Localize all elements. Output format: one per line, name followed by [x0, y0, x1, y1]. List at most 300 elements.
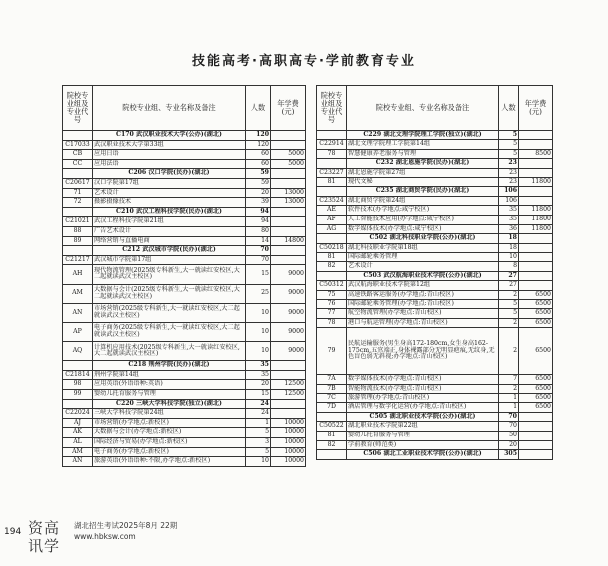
- cell-count: 70: [499, 422, 519, 431]
- table-row: [63, 255, 306, 265]
- cell-count: 10: [246, 303, 271, 322]
- cell-code: 98: [63, 380, 93, 390]
- cell-name: 现代物流管理(2025级专科新生,大一就读红安校区,大二起就读武汉主校区): [93, 265, 246, 284]
- cell-fee: [519, 131, 553, 140]
- cell-name: C503 武汉航海职业技术学院(公办)(湖北): [347, 271, 499, 280]
- cell-fee: 9000: [271, 303, 306, 322]
- cell-code: 7B: [317, 384, 347, 393]
- cell-count: 27: [499, 281, 519, 290]
- cell-fee: [519, 412, 553, 421]
- cell-code: 82: [317, 440, 347, 449]
- cell-code: 75: [317, 290, 347, 299]
- cell-code: C23524: [317, 196, 347, 205]
- cell-count: 10: [499, 253, 519, 262]
- group-row: [317, 234, 553, 243]
- cell-fee: [271, 361, 306, 371]
- cell-count: 80: [246, 226, 271, 236]
- svg-text:讯学: 讯学: [28, 537, 61, 554]
- table-row: [63, 438, 306, 448]
- cell-name: 湖北科技职业学院第18组: [347, 243, 499, 252]
- cell-count: 70: [246, 255, 271, 265]
- group-row: [317, 412, 553, 421]
- cell-fee: 6500: [519, 328, 553, 375]
- cell-fee: [519, 262, 553, 271]
- cell-fee: 6500: [519, 384, 553, 393]
- header-count: 人数: [246, 86, 271, 131]
- cell-name: 数字媒体技术(办学地点:青山校区): [347, 375, 499, 384]
- cell-fee: [271, 140, 306, 150]
- cell-code: 81: [317, 431, 347, 440]
- cell-name: C212 武汉城市学院(民办)(湖北): [93, 246, 246, 256]
- header-code: 院校专业组及专业代号: [317, 86, 347, 131]
- table-row: [317, 403, 553, 412]
- table-row: [317, 168, 553, 177]
- cell-name: 计算机应用技术(2025级专科新生,大一就读红安校区,大二起就读武汉主校区): [93, 342, 246, 361]
- cell-code: AF: [317, 215, 347, 224]
- cell-count: 60: [246, 150, 271, 160]
- cell-fee: 9000: [271, 284, 306, 303]
- cell-name: 荆州学院第14组: [93, 370, 246, 380]
- header-fee: 年学费(元): [519, 86, 553, 131]
- cell-name: 智能物流技术(办学地点:青山校区): [347, 384, 499, 393]
- cell-name: 港口与航运管理(办学地点:青山校区): [347, 318, 499, 327]
- cell-code: [63, 207, 93, 217]
- cell-code: C22024: [63, 409, 93, 419]
- cell-name: 国际邮轮乘务管理(办学地点:青山校区): [347, 300, 499, 309]
- group-row: [63, 399, 306, 409]
- table-row: [317, 440, 553, 449]
- cell-count: 2: [499, 384, 519, 393]
- cell-code: CC: [63, 159, 93, 169]
- table-row: [317, 309, 553, 318]
- cell-code: [63, 169, 93, 179]
- cell-code: [63, 131, 93, 141]
- cell-count: 24: [246, 409, 271, 419]
- cell-name: C506 湖北工业职业技术学院(公办)(湖北): [347, 450, 499, 459]
- cell-fee: 8500: [519, 149, 553, 158]
- table-row: [63, 265, 306, 284]
- cell-code: 99: [63, 390, 93, 400]
- header-fee: 年学费(元): [271, 86, 306, 131]
- group-row: [63, 131, 306, 141]
- table-row: [63, 342, 306, 361]
- cell-count: 1: [499, 393, 519, 402]
- cell-fee: [519, 140, 553, 149]
- group-row: [317, 159, 553, 168]
- cell-code: [317, 234, 347, 243]
- cell-fee: 5000: [271, 150, 306, 160]
- cell-count: 305: [499, 450, 519, 459]
- cell-fee: 11800: [519, 206, 553, 215]
- cell-code: 82: [317, 262, 347, 271]
- cell-code: AE: [317, 206, 347, 215]
- cell-name: 大数据与会计(办学地点:新校区): [93, 428, 246, 438]
- cell-name: 婴幼儿托育服务与管理: [347, 431, 499, 440]
- cell-count: 120: [246, 140, 271, 150]
- cell-fee: [271, 169, 306, 179]
- table-row: [63, 457, 306, 467]
- admission-table-right: [316, 85, 553, 460]
- cell-name: C218 荆州学院(民办)(湖北): [93, 361, 246, 371]
- header-name: 院校专业组、专业名称及备注: [93, 86, 246, 131]
- cell-code: C21021: [63, 217, 93, 227]
- cell-name: 大数据与会计(2025级专科新生,大一就读红安校区,大二起就读武汉主校区): [93, 284, 246, 303]
- table-row: [317, 375, 553, 384]
- cell-fee: 10000: [271, 418, 306, 428]
- table-row: [63, 188, 306, 198]
- cell-code: 79: [317, 328, 347, 375]
- cell-fee: [271, 131, 306, 141]
- cell-name: 电子商务(2025级专科新生,大一就读红安校区,大二起就读武汉主校区): [93, 322, 246, 341]
- table-row: [317, 243, 553, 252]
- cell-code: 7A: [317, 375, 347, 384]
- cell-name: 人工智能技术应用(办学地点:咸宁校区): [347, 215, 499, 224]
- cell-code: [63, 361, 93, 371]
- table-row: [317, 140, 553, 149]
- cell-code: AG: [317, 224, 347, 233]
- cell-fee: [271, 255, 306, 265]
- cell-count: 18: [499, 243, 519, 252]
- table-row: [317, 177, 553, 186]
- cell-code: AM: [63, 447, 93, 457]
- table-row: [63, 322, 306, 341]
- cell-fee: 6500: [519, 403, 553, 412]
- cell-name: 酒店管理与数字化运营(办学地点:青山校区): [347, 403, 499, 412]
- page-title: 技能高考·高职高专·学前教育专业: [192, 54, 416, 69]
- cell-code: [317, 187, 347, 196]
- magazine-logo-icon: [28, 518, 68, 554]
- page-number: 194: [4, 527, 22, 537]
- cell-count: 2: [499, 290, 519, 299]
- cell-code: [63, 246, 93, 256]
- cell-code: 89: [63, 236, 93, 246]
- cell-count: 10: [246, 322, 271, 341]
- cell-count: 5: [499, 140, 519, 149]
- table-row: [317, 328, 553, 375]
- cell-count: 20: [246, 188, 271, 198]
- cell-code: C21814: [63, 370, 93, 380]
- cell-count: 1: [499, 403, 519, 412]
- cell-name: C505 湖北职业技术学院(公办)(湖北): [347, 412, 499, 421]
- cell-count: 59: [246, 178, 271, 188]
- cell-count: 35: [246, 370, 271, 380]
- cell-count: 106: [499, 196, 519, 205]
- cell-fee: 13000: [271, 198, 306, 208]
- cell-code: AN: [63, 303, 93, 322]
- cell-name: 艺术设计: [93, 188, 246, 198]
- table-row: [63, 428, 306, 438]
- table-row: [63, 418, 306, 428]
- cell-code: 88: [63, 226, 93, 236]
- group-row: [317, 271, 553, 280]
- cell-name: 智慧健康养老服务与管理: [347, 149, 499, 158]
- cell-name: 汉口学院第17组: [93, 178, 246, 188]
- cell-fee: [519, 168, 553, 177]
- cell-name: 艺术设计: [347, 262, 499, 271]
- table-row: [63, 370, 306, 380]
- cell-name: 市场营销(2025级专科新生,大一就读红安校区,大二起就读武汉主校区): [93, 303, 246, 322]
- cell-count: 3: [246, 438, 271, 448]
- cell-code: 76: [317, 300, 347, 309]
- table-row: [317, 318, 553, 327]
- header-name: 院校专业组、专业名称及备注: [347, 86, 499, 131]
- cell-fee: [271, 246, 306, 256]
- cell-name: C210 武汉工程科技学院(民办)(湖北): [93, 207, 246, 217]
- cell-name: 武汉航海职业技术学院第12组: [347, 281, 499, 290]
- cell-fee: 14800: [271, 236, 306, 246]
- cell-code: [317, 131, 347, 140]
- cell-name: 软件技术(办学地点:咸宁校区): [347, 206, 499, 215]
- cell-code: 72: [63, 198, 93, 208]
- admission-table-left: [62, 85, 306, 467]
- cell-count: 24: [246, 399, 271, 409]
- table-row: [317, 206, 553, 215]
- magazine-logo: [28, 518, 68, 556]
- cell-count: 70: [499, 412, 519, 421]
- cell-count: 35: [246, 361, 271, 371]
- table-row: [317, 393, 553, 402]
- cell-count: 23: [499, 177, 519, 186]
- cell-count: 25: [246, 284, 271, 303]
- cell-fee: [519, 422, 553, 431]
- cell-name: 旅游管理(办学地点:青山校区): [347, 393, 499, 402]
- cell-fee: 6500: [519, 290, 553, 299]
- cell-count: 70: [246, 246, 271, 256]
- cell-fee: 11800: [519, 177, 553, 186]
- issue-info: 湖北招生考试2025年8月 22期: [74, 521, 178, 530]
- cell-name: 湖北恩施学院第27组: [347, 168, 499, 177]
- cell-count: 18: [499, 234, 519, 243]
- cell-code: AN: [63, 457, 93, 467]
- cell-code: C22914: [317, 140, 347, 149]
- cell-count: 23: [499, 159, 519, 168]
- cell-fee: [519, 234, 553, 243]
- cell-count: 23: [499, 168, 519, 177]
- table-row: [317, 149, 553, 158]
- table-row: [63, 236, 306, 246]
- cell-name: 市场营销(办学地点:新校区): [93, 418, 246, 428]
- cell-count: 35: [499, 206, 519, 215]
- cell-fee: [271, 370, 306, 380]
- cell-code: [317, 159, 347, 168]
- cell-fee: 10000: [271, 428, 306, 438]
- cell-code: C21217: [63, 255, 93, 265]
- cell-code: [63, 399, 93, 409]
- cell-code: 78: [317, 149, 347, 158]
- cell-fee: [519, 450, 553, 459]
- table-row: [317, 300, 553, 309]
- cell-code: C50312: [317, 281, 347, 290]
- cell-name: 现代文秘: [347, 177, 499, 186]
- table-row: [63, 178, 306, 188]
- cell-code: AK: [63, 428, 93, 438]
- cell-code: 71: [63, 188, 93, 198]
- cell-name: 旅游英语(外语语种:不限,办学地点:新校区): [93, 457, 246, 467]
- cell-name: 航空物流管理(办学地点:青山校区): [347, 309, 499, 318]
- table-row: [63, 140, 306, 150]
- cell-code: 81: [317, 253, 347, 262]
- table-row: [63, 150, 306, 160]
- cell-code: CB: [63, 150, 93, 160]
- cell-name: C235 湖北商贸学院(民办)(湖北): [347, 187, 499, 196]
- cell-count: 106: [499, 187, 519, 196]
- table-row: [317, 253, 553, 262]
- cell-fee: [519, 196, 553, 205]
- table-row: [317, 196, 553, 205]
- cell-fee: [519, 187, 553, 196]
- table-row: [63, 217, 306, 227]
- table-row: [63, 226, 306, 236]
- cell-count: 94: [246, 217, 271, 227]
- table-row: [63, 303, 306, 322]
- cell-count: 1: [246, 418, 271, 428]
- cell-fee: [271, 409, 306, 419]
- cell-fee: [519, 243, 553, 252]
- cell-count: 5: [246, 428, 271, 438]
- cell-count: 20: [499, 440, 519, 449]
- cell-code: [317, 412, 347, 421]
- cell-fee: 13000: [271, 188, 306, 198]
- header-count: 人数: [499, 86, 519, 131]
- cell-count: 120: [246, 131, 271, 141]
- cell-fee: 6500: [519, 318, 553, 327]
- cell-code: 78: [317, 318, 347, 327]
- cell-code: AL: [63, 438, 93, 448]
- group-row: [63, 361, 306, 371]
- cell-count: 60: [246, 159, 271, 169]
- cell-count: 5: [499, 149, 519, 158]
- table-row: [63, 409, 306, 419]
- table-row: [63, 159, 306, 169]
- cell-count: 15: [246, 265, 271, 284]
- cell-fee: [271, 226, 306, 236]
- cell-count: 59: [246, 169, 271, 179]
- cell-fee: [519, 271, 553, 280]
- cell-name: 武汉职业技术大学第33组: [93, 140, 246, 150]
- group-row: [317, 187, 553, 196]
- cell-name: 武汉工程科技学院第21组: [93, 217, 246, 227]
- cell-fee: 11800: [519, 215, 553, 224]
- table-row: [317, 224, 553, 233]
- group-row: [317, 131, 553, 140]
- cell-name: 摄影摄像技术: [93, 198, 246, 208]
- cell-name: 三峡大学科技学院第24组: [93, 409, 246, 419]
- cell-code: C20617: [63, 178, 93, 188]
- cell-name: 广告艺术设计: [93, 226, 246, 236]
- cell-fee: [271, 399, 306, 409]
- table-row: [63, 284, 306, 303]
- cell-fee: [519, 431, 553, 440]
- cell-count: 15: [246, 390, 271, 400]
- cell-name: 应用日语: [93, 150, 246, 160]
- cell-code: C17033: [63, 140, 93, 150]
- group-row: [63, 169, 306, 179]
- cell-fee: 6500: [519, 309, 553, 318]
- cell-fee: 9000: [271, 322, 306, 341]
- cell-fee: 10000: [271, 438, 306, 448]
- table-row: [63, 390, 306, 400]
- cell-code: AQ: [63, 342, 93, 361]
- cell-code: AM: [63, 284, 93, 303]
- cell-fee: [271, 217, 306, 227]
- table-row: [317, 431, 553, 440]
- table-row: [317, 281, 553, 290]
- cell-count: 5: [499, 131, 519, 140]
- table-row: [63, 198, 306, 208]
- cell-code: AJ: [63, 418, 93, 428]
- cell-fee: 9000: [271, 265, 306, 284]
- cell-count: 8: [499, 262, 519, 271]
- cell-count: 5: [246, 447, 271, 457]
- cell-fee: 10000: [271, 457, 306, 467]
- cell-count: 27: [499, 271, 519, 280]
- cell-count: 50: [499, 431, 519, 440]
- cell-code: [317, 450, 347, 459]
- cell-name: 应用英语(外语语种:英语): [93, 380, 246, 390]
- cell-fee: [519, 159, 553, 168]
- cell-name: 数字媒体技术(办学地点:咸宁校区): [347, 224, 499, 233]
- cell-fee: [271, 178, 306, 188]
- table-row: [317, 215, 553, 224]
- cell-fee: 9000: [271, 342, 306, 361]
- cell-name: 湖北商贸学院第24组: [347, 196, 499, 205]
- cell-fee: [271, 207, 306, 217]
- group-row: [63, 207, 306, 217]
- cell-code: C50522: [317, 422, 347, 431]
- cell-code: 7C: [317, 393, 347, 402]
- table-row: [63, 447, 306, 457]
- cell-name: 婴幼儿托育服务与管理: [93, 390, 246, 400]
- cell-name: 电子商务(办学地点:新校区): [93, 447, 246, 457]
- cell-fee: 12500: [271, 380, 306, 390]
- cell-count: 2: [499, 318, 519, 327]
- group-row: [63, 246, 306, 256]
- cell-code: 7D: [317, 403, 347, 412]
- cell-fee: 6500: [519, 300, 553, 309]
- cell-code: [317, 271, 347, 280]
- cell-fee: [519, 440, 553, 449]
- cell-fee: 6500: [519, 375, 553, 384]
- cell-count: 2: [499, 328, 519, 375]
- cell-name: C206 汉口学院(民办)(湖北): [93, 169, 246, 179]
- table-row: [63, 380, 306, 390]
- cell-count: 39: [246, 198, 271, 208]
- cell-name: C220 三峡大学科技学院(独立)(湖北): [93, 399, 246, 409]
- cell-fee: 10000: [271, 447, 306, 457]
- cell-name: C229 湖北文理学院理工学院(独立)(湖北): [347, 131, 499, 140]
- cell-fee: 12500: [271, 390, 306, 400]
- cell-name: 武汉城市学院第17组: [93, 255, 246, 265]
- header-code: 院校专业组及专业代号: [63, 86, 93, 131]
- cell-count: 5: [499, 300, 519, 309]
- cell-count: 10: [246, 342, 271, 361]
- cell-fee: 6500: [519, 393, 553, 402]
- svg-text:资高: 资高: [28, 519, 61, 537]
- cell-fee: [519, 281, 553, 290]
- cell-name: 国际邮轮乘务管理: [347, 253, 499, 262]
- cell-fee: 5000: [271, 159, 306, 169]
- cell-name: 高速铁路客运服务(办学地点:青山校区): [347, 290, 499, 299]
- table-row: [317, 290, 553, 299]
- cell-fee: 11800: [519, 224, 553, 233]
- cell-name: C170 武汉职业技术大学(公办)(湖北): [93, 131, 246, 141]
- cell-name: C502 湖北科技职业学院(公办)(湖北): [347, 234, 499, 243]
- cell-count: 10: [246, 457, 271, 467]
- cell-count: 35: [499, 215, 519, 224]
- cell-code: 81: [317, 177, 347, 186]
- website-link[interactable]: www.hbksw.com: [74, 532, 136, 541]
- cell-name: 湖北职业技术学院第22组: [347, 422, 499, 431]
